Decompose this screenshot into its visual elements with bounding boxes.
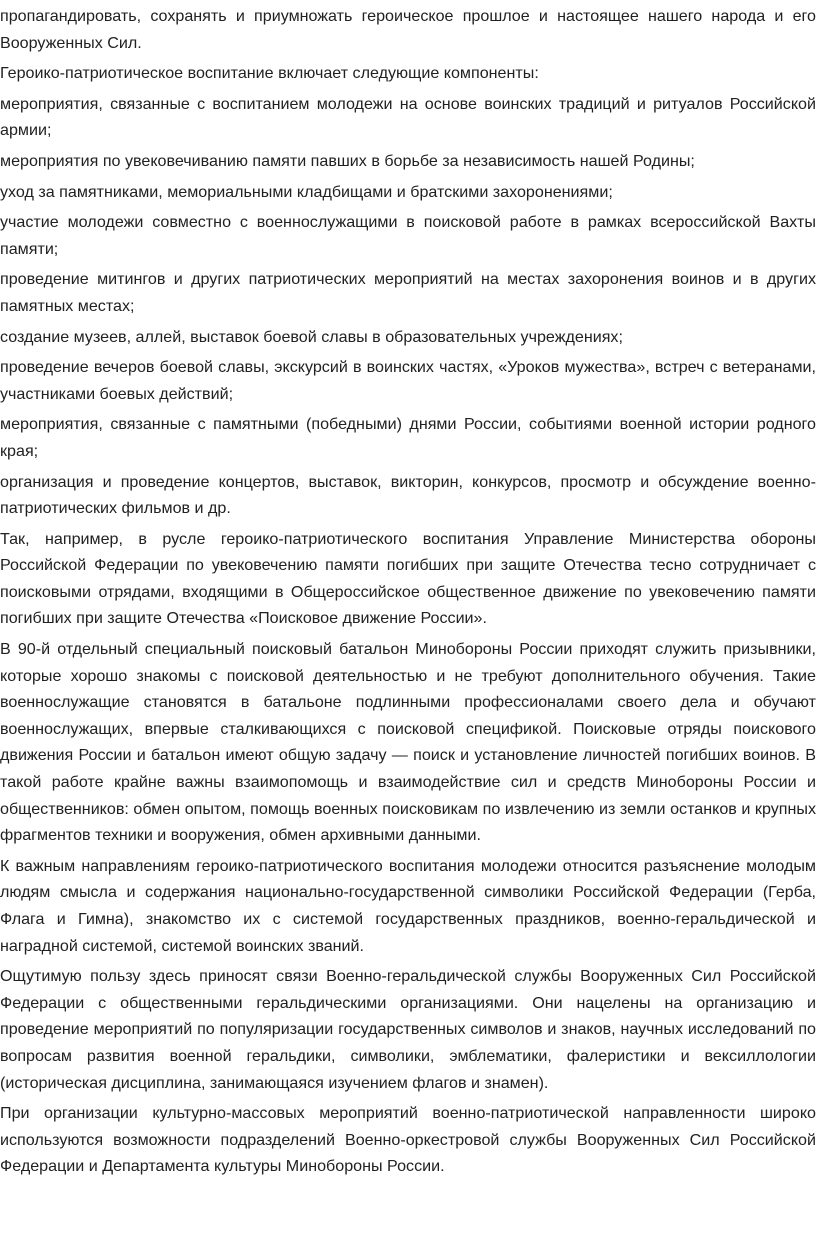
list-item-memory: мероприятия по увековечиванию памяти павших в борьбе за независимость нашей Родины; [0, 151, 695, 170]
list-item-memorable-days: мероприятия, связанные с памятными (победными) днями России, событиями военной истории родного края; [0, 415, 816, 460]
list-item-rallies: проведение митингов и других патриотических мероприятий на местах захоронения воинов и в других памятных местах; [0, 270, 816, 315]
paragraph-heraldic-service: Ощутимую пользу здесь приносят связи Военно-геральдической службы Вооруженных Сил Российской Федерации с общественными геральдическими организациями. Они нацелены на организацию и проведение мероприятий по популяризации государственных символов и знаков, научных исследований по вопросам развития военной геральдики, символики, эмблематики, фалеристики и вексиллологии (историческая дисциплина, занимающаяся изучением флагов и знамен). [0, 967, 816, 1092]
paragraph-state-symbols: К важным направлениям героико-патриотического воспитания молодежи относится разъяснение молодым людям смысла и содержания национально-государственной символики Российской Федерации (Герба, Флага и Гимна), знакомство их с системой государственных праздников, военно-геральдической и наградной системой, системой воинских званий. [0, 856, 816, 955]
paragraph-ministry-cooperation: Так, например, в русле героико-патриотического воспитания Управление Министерства обороны Российской Федерации по увековечению памяти погибших при защите Отечества тесно сотрудничает с поисковыми отрядами, входящими в Общероссийское общественное движение по увековечению памяти погибших при защите Отечества «Поисковое движение России». [0, 529, 816, 628]
list-item-search-work: участие молодежи совместно с военнослужащими в поисковой работе в рамках всероссийской Вахты памяти; [0, 213, 816, 258]
list-item-museums: создание музеев, аллей, выставок боевой славы в образовательных учреждениях; [0, 327, 623, 346]
list-item-traditions: мероприятия, связанные с воспитанием молодежи на основе воинских традиций и ритуалов Российской армии; [0, 94, 816, 140]
paragraph-intro-continuation: пропагандировать, сохранять и приумножать героическое прошлое и настоящее нашего народа и его Вооруженных Сил. [0, 7, 816, 52]
list-item-monuments: уход за памятниками, мемориальными кладбищами и братскими захоронениями; [0, 182, 613, 201]
list-item-concerts: организация и проведение концертов, выставок, викторин, конкурсов, просмотр и обсуждение военно-патриотических фильмов и др. [0, 472, 816, 518]
paragraph-components-heading: Героико-патриотическое воспитание включает следующие компоненты: [0, 64, 539, 83]
paragraph-cultural-events: При организации культурно-массовых мероприятий военно-патриотической направленности широко используются возможности подразделений Военно-оркестровой службы Вооруженных Сил Российской Федерации и Департамента культуры Минобороны России. [0, 1104, 816, 1176]
list-item-evenings: проведение вечеров боевой славы, экскурсий в воинских частях, «Уроков мужества», встреч с ветеранами, участниками боевых действий; [0, 358, 816, 403]
paragraph-search-battalion: В 90-й отдельный специальный поисковый батальон Минобороны России приходят служить призывники, которые хорошо знакомы с поисковой деятельностью и не требуют дополнительного обучения. Такие военнослужащие становятся в батальоне подлинными профессионалами своего дела и обучают военнослужащих, впервые сталкивающихся с поисковой спецификой. Поисковые отряды поискового движения России и батальон имеют общую задачу — поиск и установление личностей погибших воинов. В такой работе крайне важны взаимопомощь и взаимодействие сил и средств Минобороны России и общественников: обмен опытом, помощь военных поисковикам по извлечению из земли останков и крупных фрагментов техники и вооружения, обмен архивными данными. [0, 640, 816, 845]
